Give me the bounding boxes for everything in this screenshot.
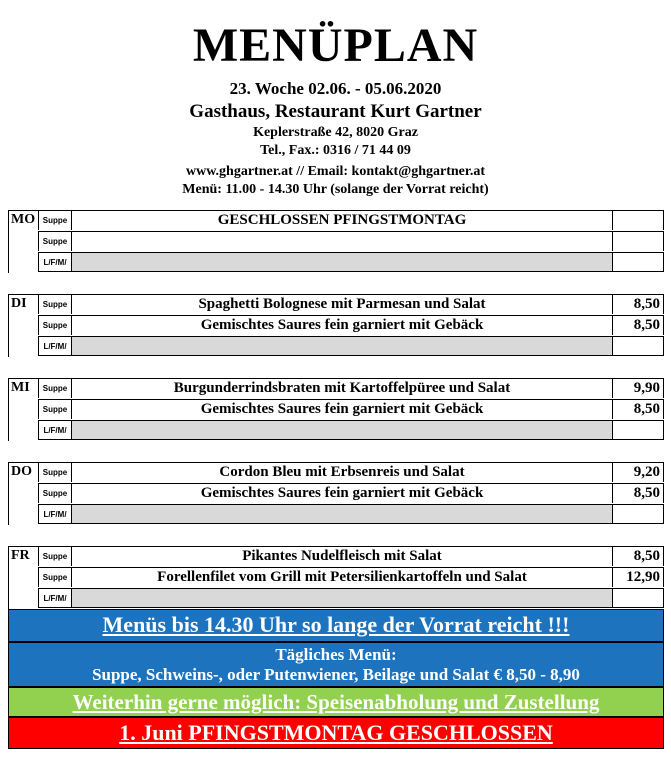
dish-price [612, 588, 664, 608]
menu-row [8, 315, 664, 335]
course-label: L/F/M/ [38, 588, 72, 608]
closed-text: 1. Juni PFINGSTMONTAG GESCHLOSSEN [119, 720, 553, 745]
dish-name: Pikantes Nudelfleisch mit Salat [72, 546, 612, 566]
course-label: L/F/M/ [38, 336, 72, 356]
daily-menu-title: Tägliches Menü: [275, 645, 397, 664]
dish-name: GESCHLOSSEN PFINGSTMONTAG [72, 210, 612, 230]
day-label: FR [11, 548, 30, 563]
dish-name: Burgunderrindsbraten mit Kartoffelpüree und Salat [72, 378, 612, 398]
menu-row [8, 504, 664, 524]
course-label: Suppe [38, 462, 72, 482]
menu-row [8, 294, 664, 314]
course-label: Suppe [38, 231, 72, 251]
course-label: Suppe [38, 294, 72, 314]
dish-price [612, 210, 664, 230]
day-label: DI [11, 296, 27, 311]
dish-name [72, 504, 612, 524]
daily-menu-banner [8, 642, 664, 687]
menu-hours: Menü: 11.00 - 14.30 Uhr (solange der Vorrat reicht) [182, 182, 489, 197]
menu-row [8, 567, 664, 587]
course-label: Suppe [38, 378, 72, 398]
day-label: MI [11, 380, 30, 395]
dish-price: 8,50 [612, 315, 664, 335]
page-title: MENÜPLAN [192, 19, 479, 72]
restaurant-name: Gasthaus, Restaurant Kurt Gartner [189, 101, 482, 122]
dish-name [72, 252, 612, 272]
day-block-fr [8, 546, 664, 609]
course-label: Suppe [38, 315, 72, 335]
course-label: L/F/M/ [38, 252, 72, 272]
dish-price: 8,50 [612, 399, 664, 419]
restaurant-address: Keplerstraße 42, 8020 Graz [253, 125, 418, 140]
menu-row [8, 252, 664, 272]
day-block-mo [8, 210, 664, 273]
dish-price: 9,20 [612, 462, 664, 482]
dish-price: 8,50 [612, 294, 664, 314]
dish-price: 12,90 [612, 567, 664, 587]
course-label: L/F/M/ [38, 420, 72, 440]
dish-price [612, 231, 664, 251]
day-block-do [8, 462, 664, 525]
notice-banner [8, 609, 664, 642]
takeaway-text: Weiterhin gerne möglich: Speisenabholung und Zustellung [72, 690, 600, 714]
dish-price: 9,90 [612, 378, 664, 398]
takeaway-banner [8, 687, 664, 717]
dish-name: Cordon Bleu mit Erbsenreis und Salat [72, 462, 612, 482]
menu-row [8, 399, 664, 419]
menu-row [8, 546, 664, 566]
menu-row [8, 420, 664, 440]
menu-row [8, 588, 664, 608]
day-block-mi [8, 378, 664, 441]
notice-text: Menüs bis 14.30 Uhr so lange der Vorrat reicht !!! [102, 612, 570, 637]
menu-row [8, 483, 664, 503]
dish-name: Spaghetti Bolognese mit Parmesan und Salat [72, 294, 612, 314]
menu-row [8, 378, 664, 398]
dish-price [612, 336, 664, 356]
daily-menu-text: Suppe, Schweins-, oder Putenwiener, Beilage und Salat € 8,50 - 8,90 [92, 665, 580, 684]
menu-row [8, 210, 664, 230]
dish-name [72, 420, 612, 440]
dish-price: 8,50 [612, 483, 664, 503]
menu-row [8, 336, 664, 356]
dish-name: Gemischtes Saures fein garniert mit Gebäck [72, 399, 612, 419]
course-label: L/F/M/ [38, 504, 72, 524]
course-label: Suppe [38, 210, 72, 230]
restaurant-web-email: www.ghgartner.at // Email: kontakt@ghgartner.at [186, 164, 485, 179]
day-block-di [8, 294, 664, 357]
dish-name [72, 231, 612, 251]
restaurant-phone: Tel., Fax.: 0316 / 71 44 09 [260, 143, 411, 158]
dish-price [612, 504, 664, 524]
course-label: Suppe [38, 483, 72, 503]
course-label: Suppe [38, 567, 72, 587]
dish-name: Forellenfilet vom Grill mit Petersilienkartoffeln und Salat [72, 567, 612, 587]
dish-name: Gemischtes Saures fein garniert mit Gebäck [72, 315, 612, 335]
course-label: Suppe [38, 546, 72, 566]
dish-price [612, 420, 664, 440]
dish-price [612, 252, 664, 272]
dish-name [72, 336, 612, 356]
closed-banner [8, 717, 664, 749]
menu-row [8, 231, 664, 251]
dish-name: Gemischtes Saures fein garniert mit Gebäck [72, 483, 612, 503]
day-label: MO [11, 212, 36, 227]
course-label: Suppe [38, 399, 72, 419]
week-range: 23. Woche 02.06. - 05.06.2020 [229, 79, 442, 98]
day-label: DO [11, 464, 32, 479]
dish-name [72, 588, 612, 608]
menu-row [8, 462, 664, 482]
dish-price: 8,50 [612, 546, 664, 566]
